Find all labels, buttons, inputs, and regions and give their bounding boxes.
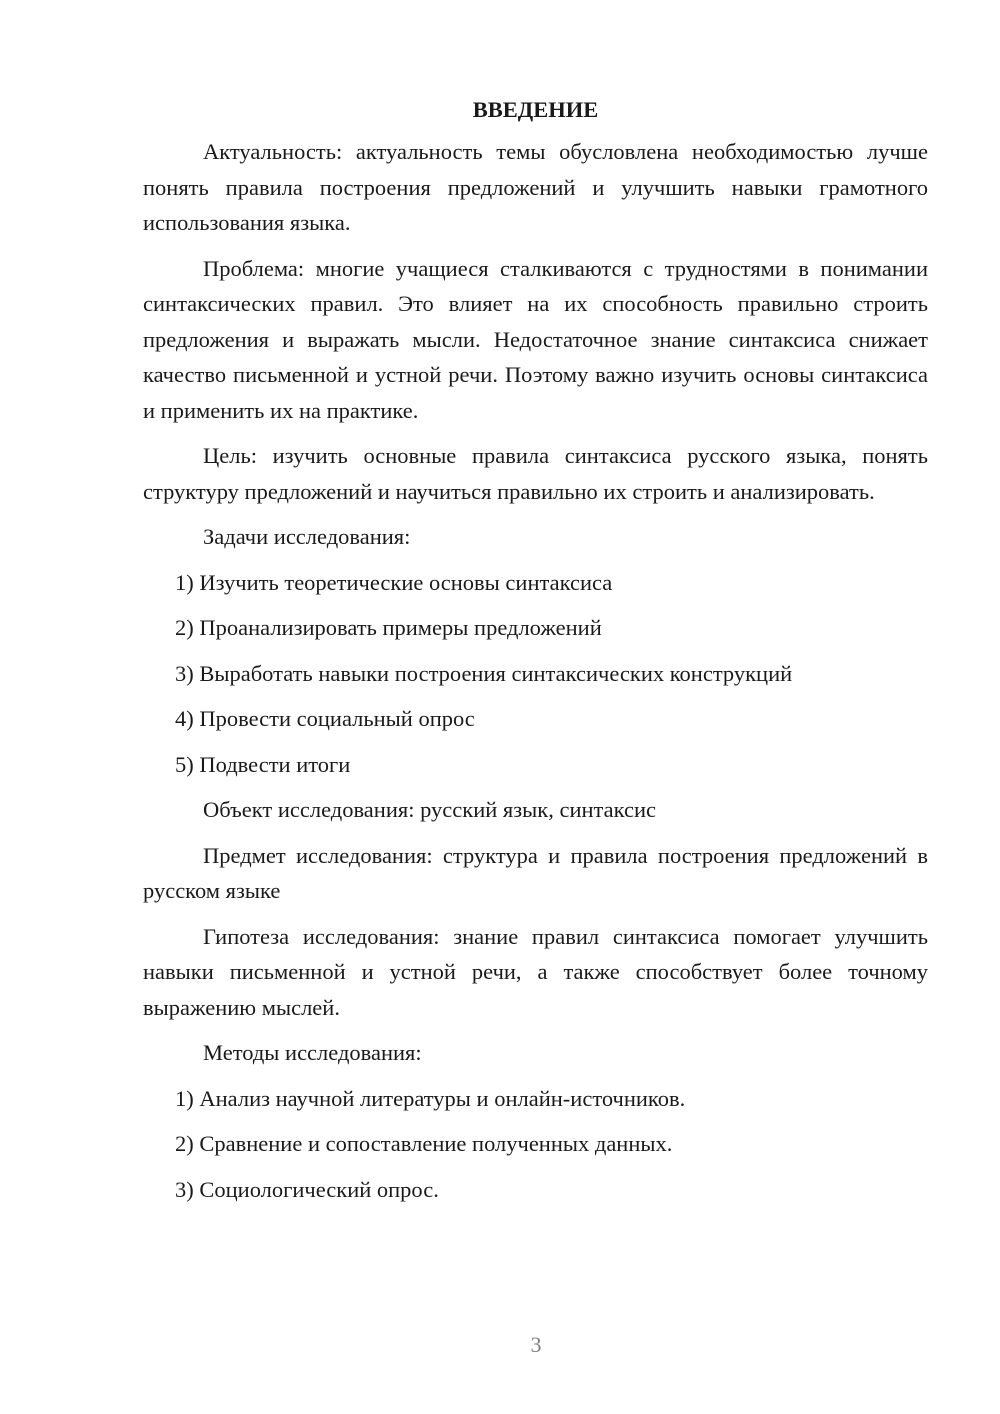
- object-paragraph: Объект исследования: русский язык, синтаксис: [203, 797, 656, 822]
- methods-heading: Методы исследования:: [203, 1040, 422, 1065]
- relevance-paragraph: Актуальность: актуальность темы обусловлена необходимостью лучше понять правила построения предложений и улучшить навыки грамотного использования языка.: [143, 139, 928, 235]
- tasks-list: [143, 565, 928, 783]
- methods-list: [143, 1081, 928, 1208]
- list-item: 1) Изучить теоретические основы синтаксиса: [175, 569, 613, 595]
- goal-paragraph: Цель: изучить основные правила синтаксиса русского языка, понять структуру предложений и научиться правильно их строить и анализировать.: [143, 443, 928, 504]
- page-title: ВВЕДЕНИЕ: [472, 97, 599, 122]
- list-item: 2) Сравнение и сопоставление полученных данных.: [175, 1131, 673, 1156]
- list-item: 1) Анализ научной литературы и онлайн-источников.: [175, 1085, 686, 1111]
- problem-paragraph: Проблема: многие учащиеся сталкиваются с трудностями в понимании синтаксических правил. Это влияет на их способность правильно строить предложения и выражать мысли. Недостаточное знание синтаксиса снижает качество письменной и устной речи. Поэтому важно изучить основы синтаксиса и применить их на практике.: [143, 255, 928, 423]
- list-item: 2) Проанализировать примеры предложений: [175, 615, 602, 640]
- document-page: [143, 92, 928, 1217]
- hypothesis-paragraph: Гипотеза исследования: знание правил синтаксиса помогает улучшить навыки письменной и устной речи, а также способствует более точному выражению мыслей.: [143, 923, 928, 1020]
- subject-paragraph: Предмет исследования: структура и правила построения предложений в русском языке: [143, 842, 928, 903]
- page-number: 3: [530, 1332, 542, 1357]
- list-item: 4) Провести социальный опрос: [175, 706, 475, 731]
- tasks-heading: Задачи исследования:: [203, 524, 411, 549]
- list-item: 3) Выработать навыки построения синтаксических конструкций: [175, 660, 793, 686]
- list-item: 3) Социологический опрос.: [175, 1176, 439, 1202]
- list-item: 5) Подвести итоги: [175, 751, 351, 777]
